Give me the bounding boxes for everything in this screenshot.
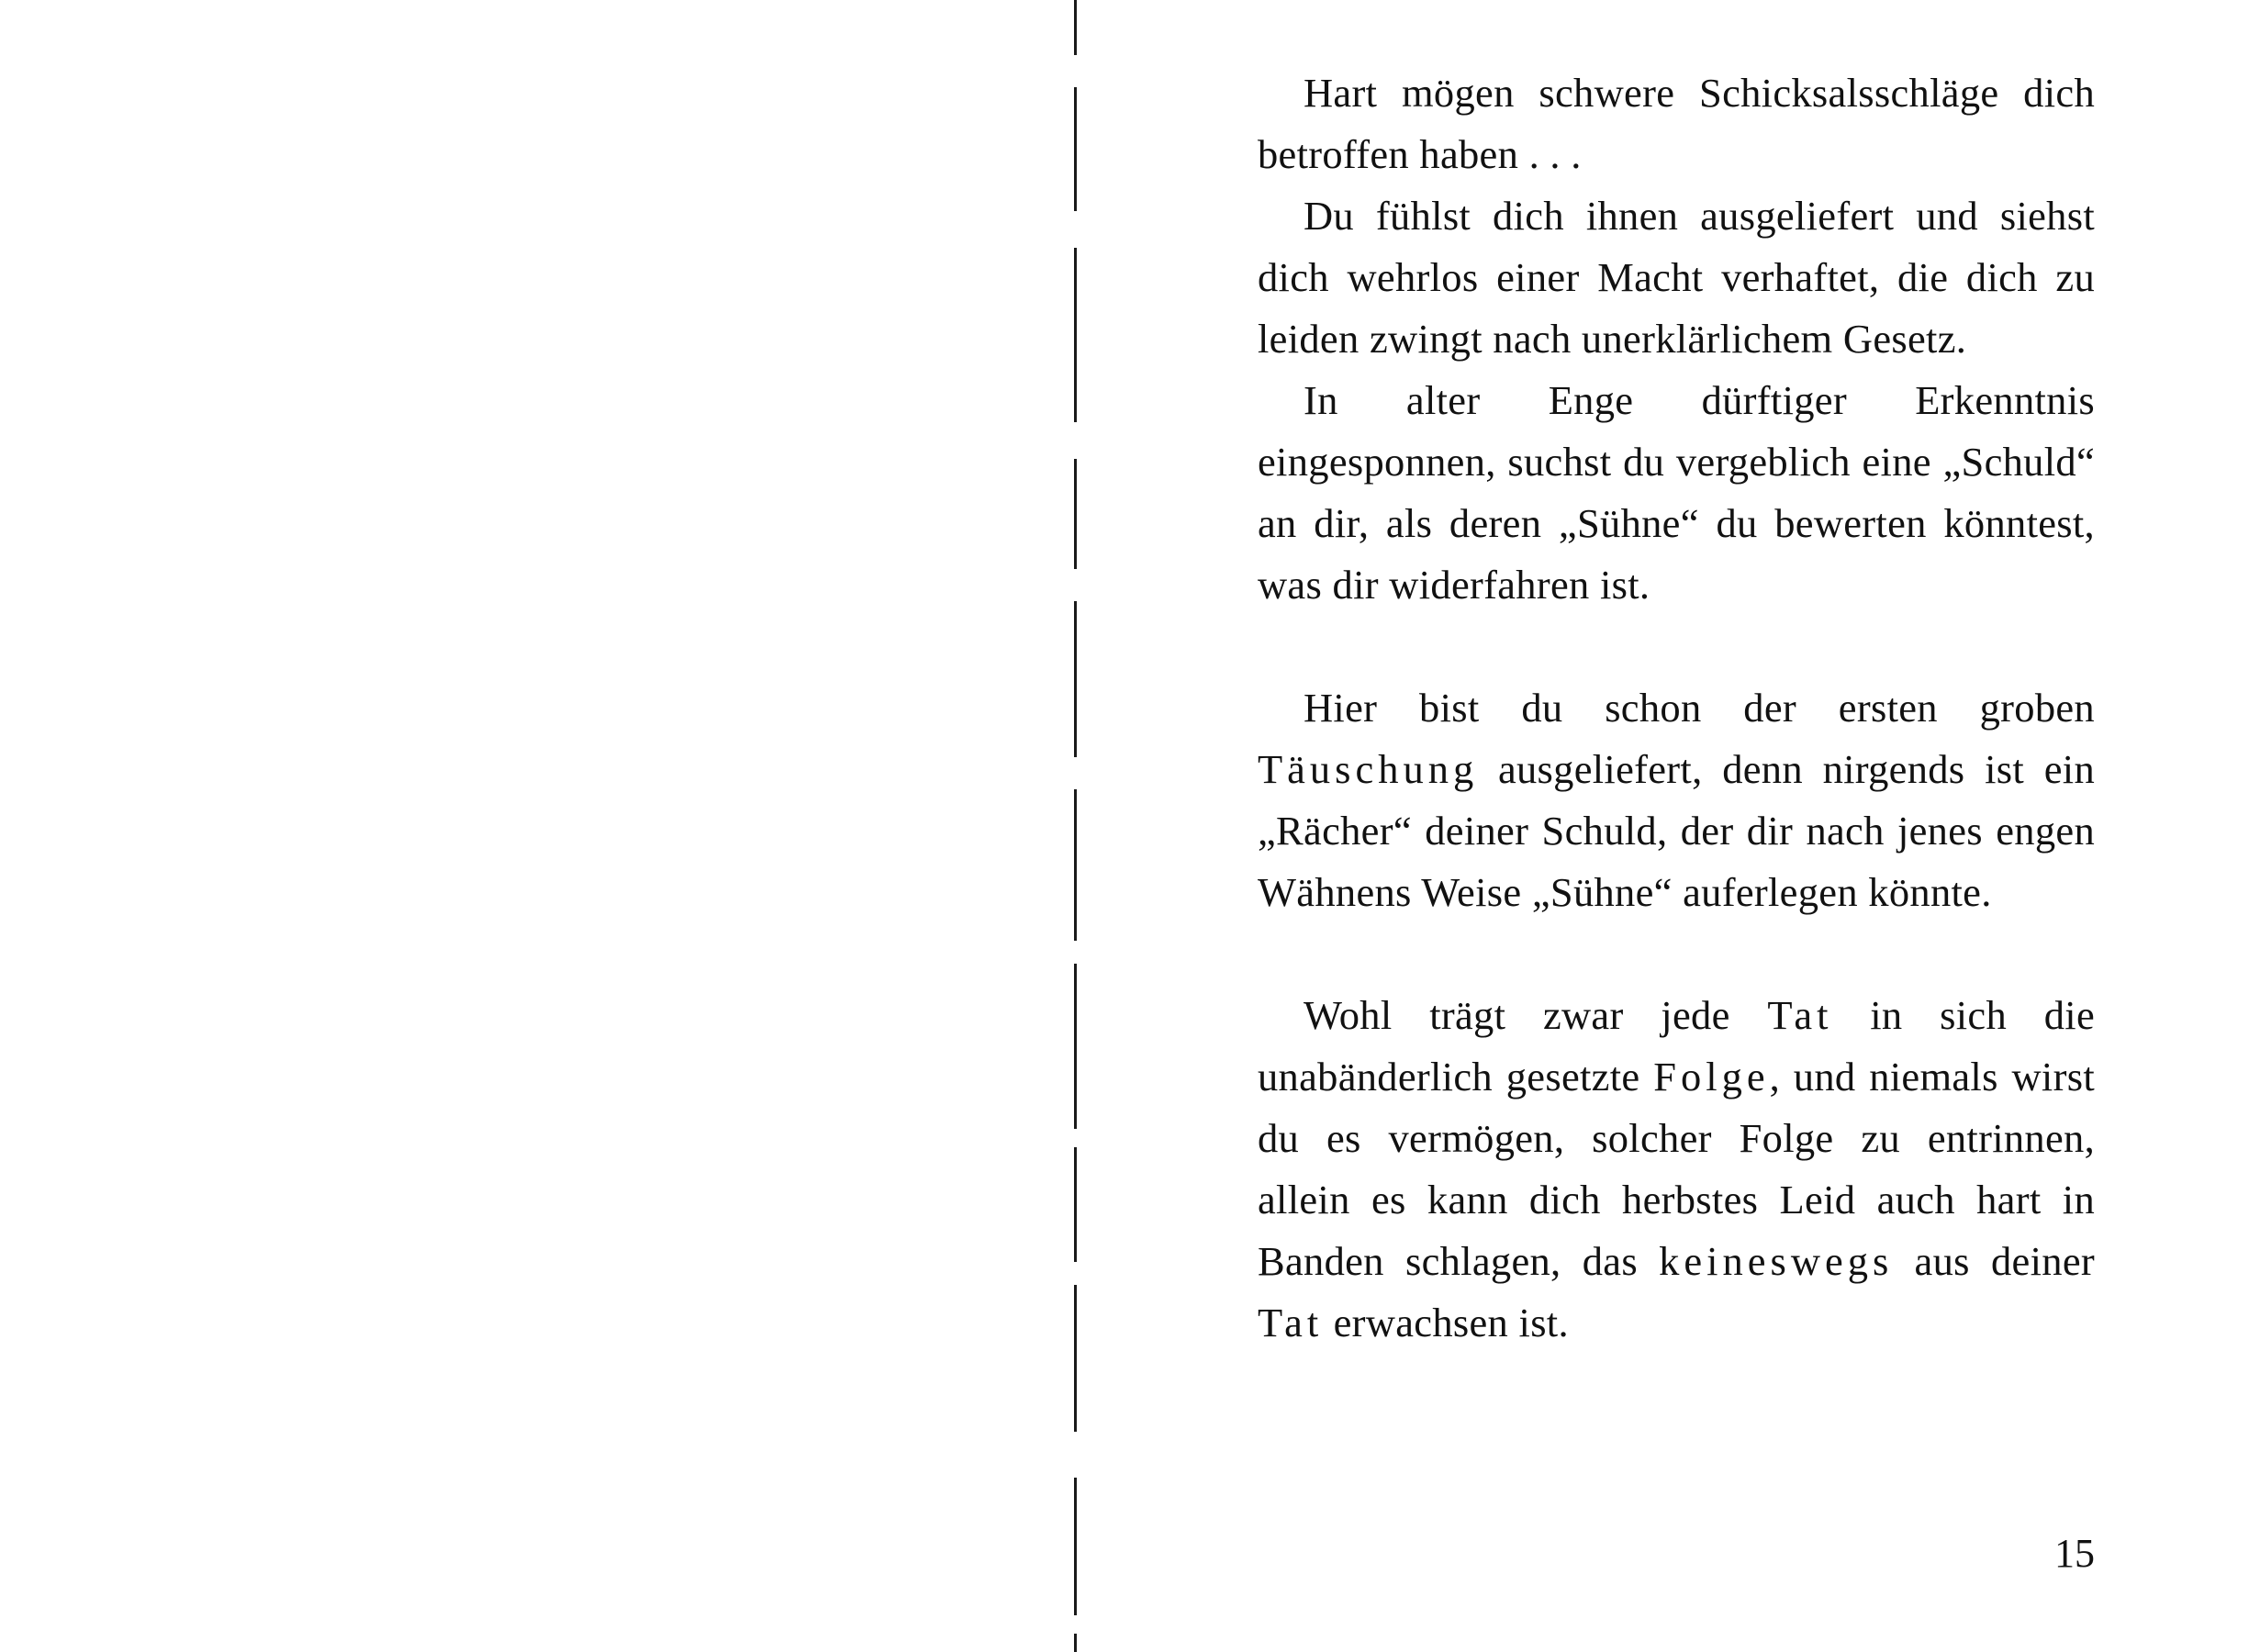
- book-gutter: [1072, 0, 1080, 1652]
- paragraph-3: [1258, 370, 2095, 616]
- text-run: , und niemals wirst du es vermögen, solcher Folge zu entrinnen, allein es kann dich herbstes Leid auch hart in Banden schlagen, das: [1258, 1054, 2095, 1284]
- page-number: 15: [2054, 1531, 2095, 1576]
- text-run: aus deiner: [1893, 1238, 2095, 1284]
- left-page-blank: [0, 0, 1076, 1652]
- emphasized-word: Folge: [1653, 1054, 1770, 1099]
- text-run: ausgeliefert, denn nirgends ist ein „Rächer“ deiner Schuld, der dir nach jenes engen Wähnens Weise „Sühne“ auferlegen könnte.: [1258, 746, 2095, 915]
- emphasized-word: Tat: [1767, 992, 1833, 1038]
- text-run: Hier bist du schon der ersten groben: [1304, 685, 2095, 731]
- text-run: Wohl trägt zwar jede: [1304, 992, 1768, 1038]
- paragraph-5: [1258, 985, 2095, 1354]
- text-run: In alter Enge dürftiger Erkenntnis eingesponnen, suchst du vergeblich eine „Schuld“ an dir, als deren „Sühne“ du bewerten könntest, was dir widerfahren ist.: [1258, 377, 2095, 608]
- emphasized-word: Tat: [1258, 1300, 1324, 1345]
- text-run: erwachsen ist.: [1323, 1300, 1569, 1345]
- paragraph-4: [1258, 677, 2095, 923]
- text-run: Hart mögen schwere Schicksalsschläge dich betroffen haben . . .: [1258, 70, 2095, 177]
- body-text: [1258, 62, 2095, 1354]
- paragraph-1: [1258, 62, 2095, 185]
- emphasized-word: Täuschung: [1258, 746, 1479, 792]
- text-run: in sich die unabänderlich gesetzte: [1258, 992, 2095, 1099]
- text-run: Du fühlst dich ihnen ausgeliefert und siehst dich wehrlos einer Macht verhaftet, die dich zu leiden zwingt nach unerklärlichem Gesetz.: [1258, 193, 2095, 362]
- right-page: [1083, 0, 2249, 1652]
- paragraph-2: [1258, 185, 2095, 370]
- emphasized-word: keineswegs: [1659, 1238, 1894, 1284]
